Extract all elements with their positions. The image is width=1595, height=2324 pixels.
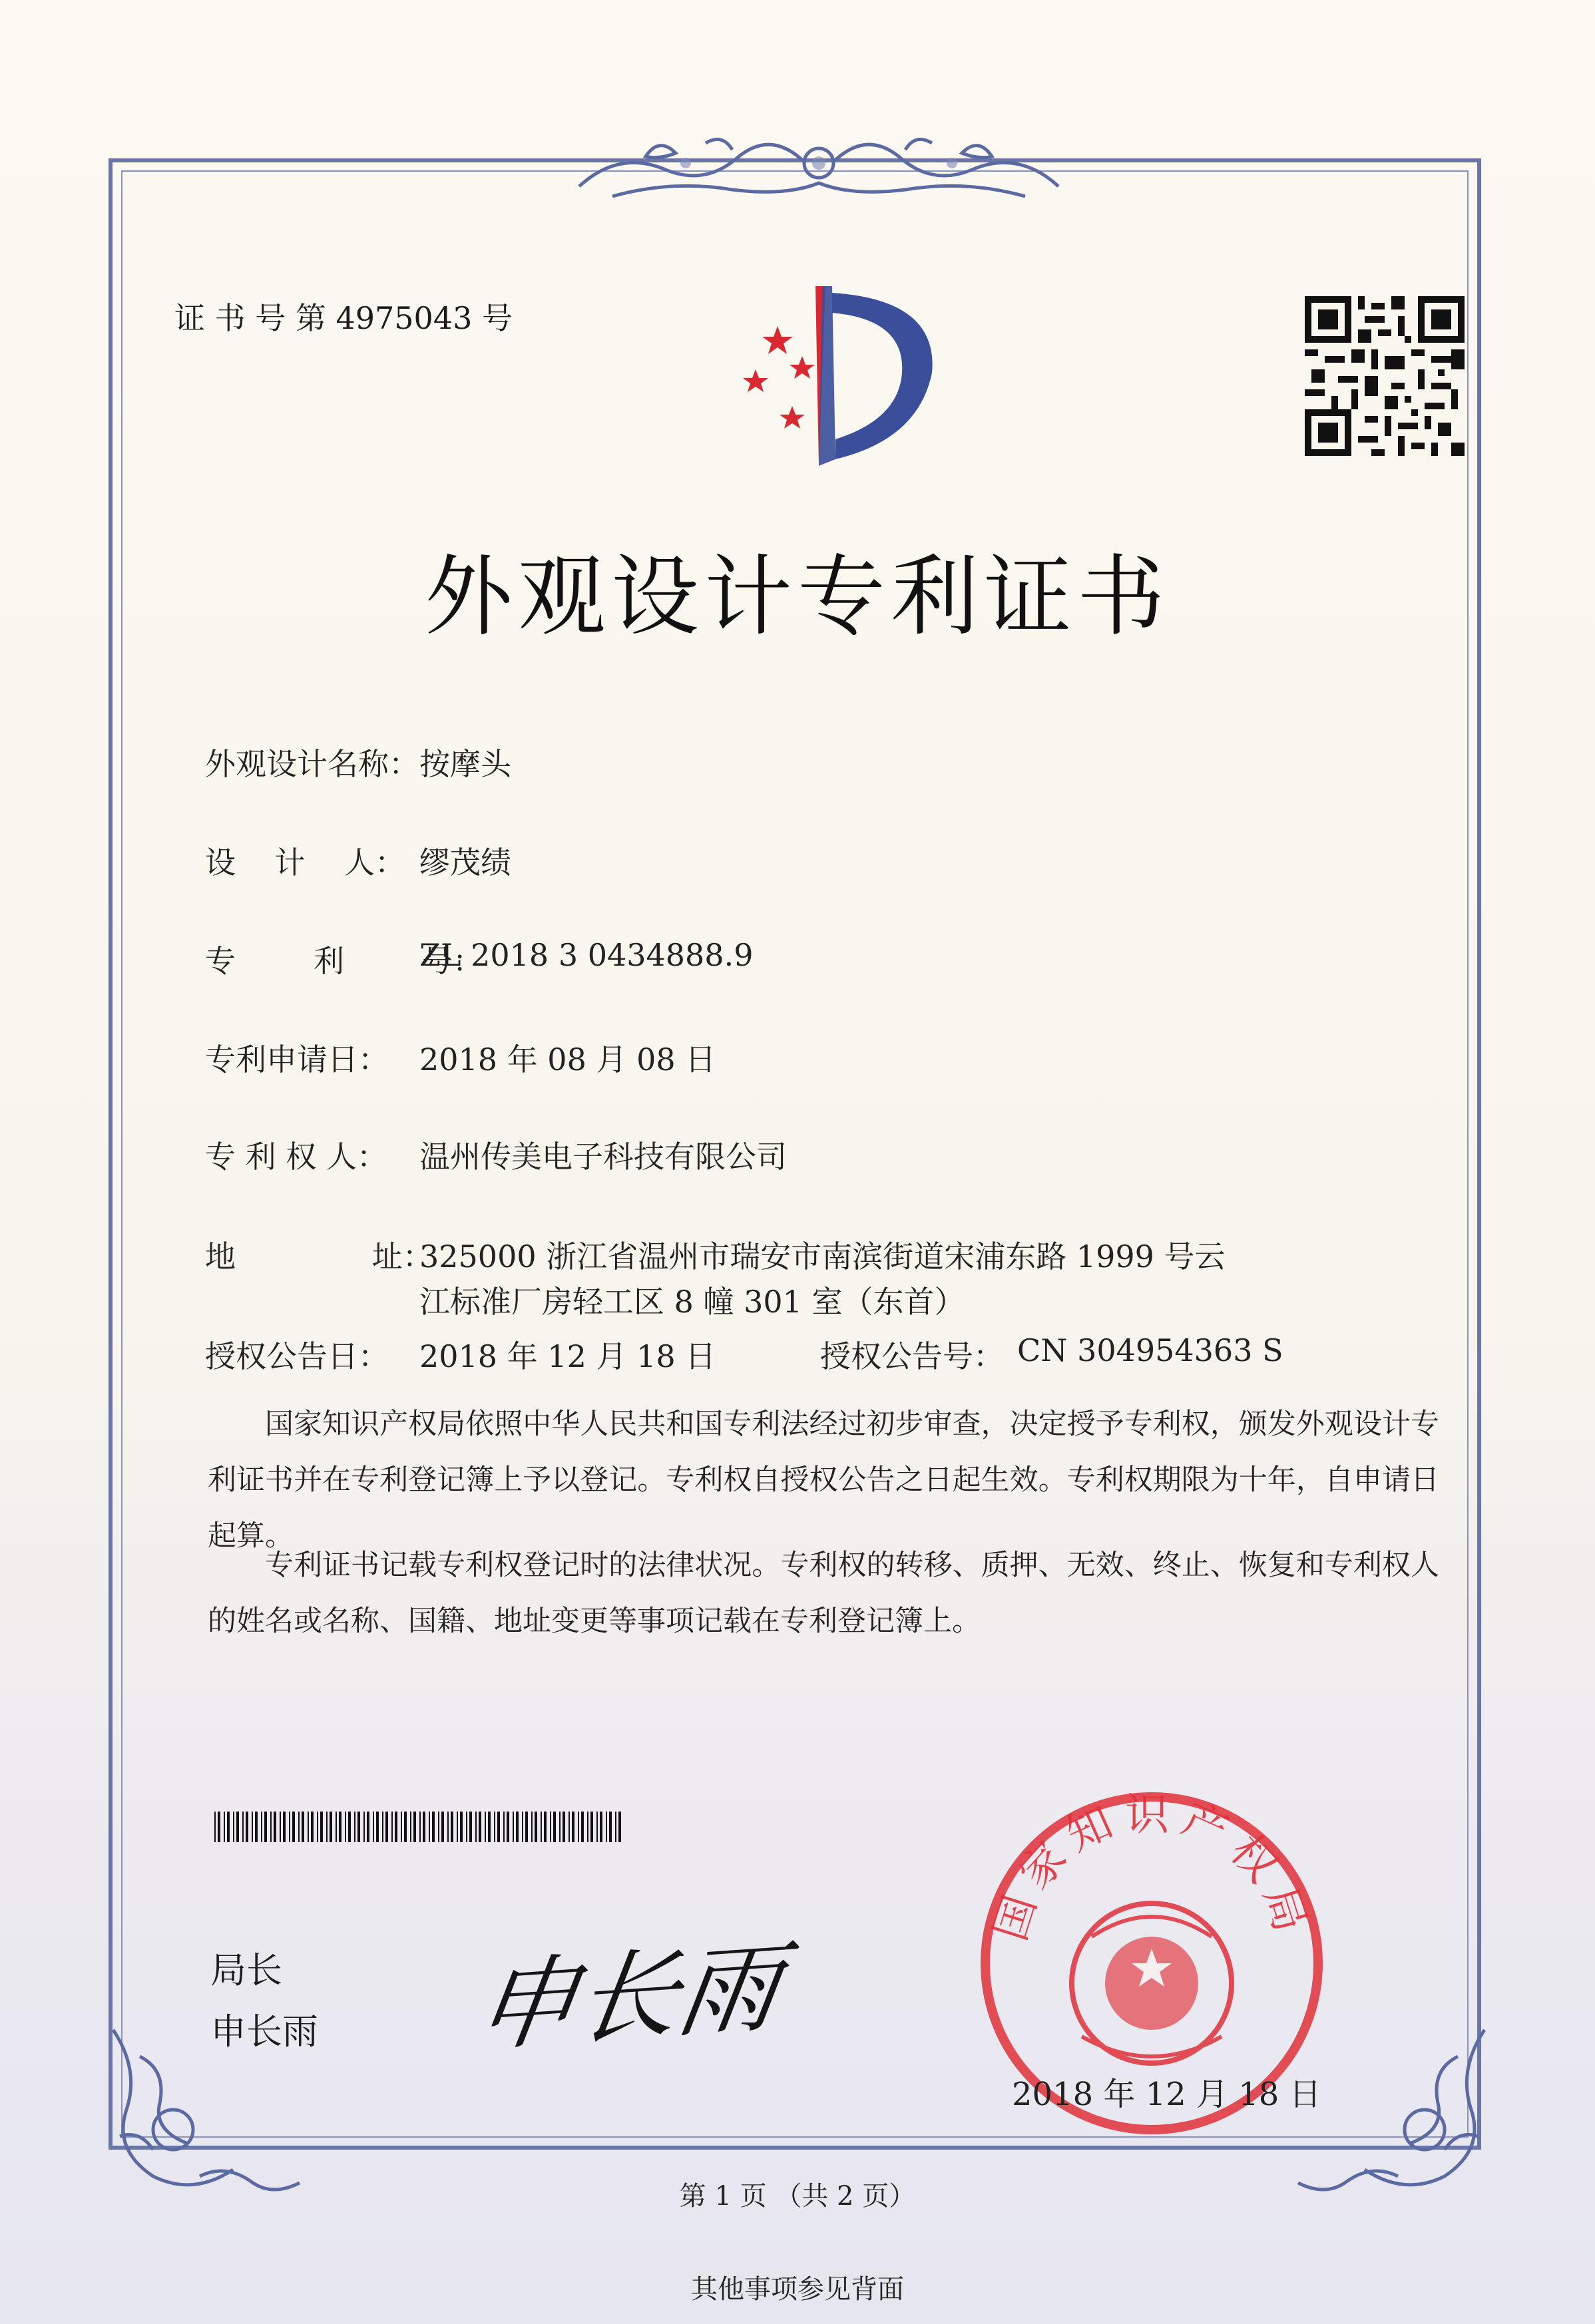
grant-announcement-date-value: 2018 年 12 月 18 日 xyxy=(419,1338,716,1374)
seal-text: 国家知识产权局 xyxy=(984,1789,1319,1947)
seal-date: 2018 年 12 月 18 日 xyxy=(1012,2076,1321,2113)
barcode xyxy=(214,1812,624,1842)
director-signature: 申长雨 xyxy=(467,1929,788,2066)
top-ornament xyxy=(572,123,1065,210)
application-date-label: 专利申请日： xyxy=(205,1042,389,1077)
grant-announcement-date-label: 授权公告日： xyxy=(205,1338,389,1374)
svg-text:国家知识产权局 xyxy=(985,1789,1319,1947)
certificate-title: 外观设计专利证书 xyxy=(425,546,1170,648)
qr-code xyxy=(1305,296,1465,456)
design-name-value: 按摩头 xyxy=(419,746,511,782)
designer-label: 设 计 人： xyxy=(205,845,405,880)
design-name-label: 外观设计名称： xyxy=(205,746,419,782)
address-value-line2: 江标准厂房轻工区 8 幢 301 室（东首） xyxy=(419,1284,965,1320)
certificate-number: 证 书 号 第 4975043 号 xyxy=(174,300,513,336)
paragraph-grant-statement: 国家知识产权局依照中华人民共和国专利法经过初步审查，决定授予专利权，颁发外观设计专利证书并在专利登记簿上予以登记。专利权自授权公告之日起生效。专利权期限为十年，自申请日起算。 xyxy=(208,1408,1439,1553)
patent-number-label: 专 利 号： xyxy=(205,943,483,979)
address-label: 地 址： xyxy=(205,1239,433,1274)
application-date-value: 2018 年 08 月 08 日 xyxy=(419,1042,716,1077)
grant-announcement-number-label: 授权公告号： xyxy=(820,1338,1004,1374)
grant-announcement-number-value: CN 304954363 S xyxy=(1017,1332,1283,1368)
paragraph-legal-status: 专利证书记载专利权登记时的法律状况。专利权的转移、质押、无效、终止、恢复和专利权人的姓名或名称、国籍、地址变更等事项记载在专利登记簿上。 xyxy=(208,1549,1439,1638)
address-value-line1: 325000 浙江省温州市瑞安市南滨街道宋浦东路 1999 号云 xyxy=(419,1239,1226,1274)
cnipa-logo xyxy=(699,273,952,473)
designer-value: 缪茂绩 xyxy=(419,845,511,880)
page-indicator: 第 1 页 （共 2 页） xyxy=(679,2181,916,2212)
back-side-note: 其他事项参见背面 xyxy=(691,2274,904,2305)
patentee-label: 专 利 权 人： xyxy=(205,1139,387,1175)
director-title: 局长 xyxy=(210,1949,282,1991)
patentee-value: 温州传美电子科技有限公司 xyxy=(419,1139,787,1175)
director-name: 申长雨 xyxy=(210,2011,318,2052)
patent-number-value: ZL 2018 3 0434888.9 xyxy=(419,937,754,973)
